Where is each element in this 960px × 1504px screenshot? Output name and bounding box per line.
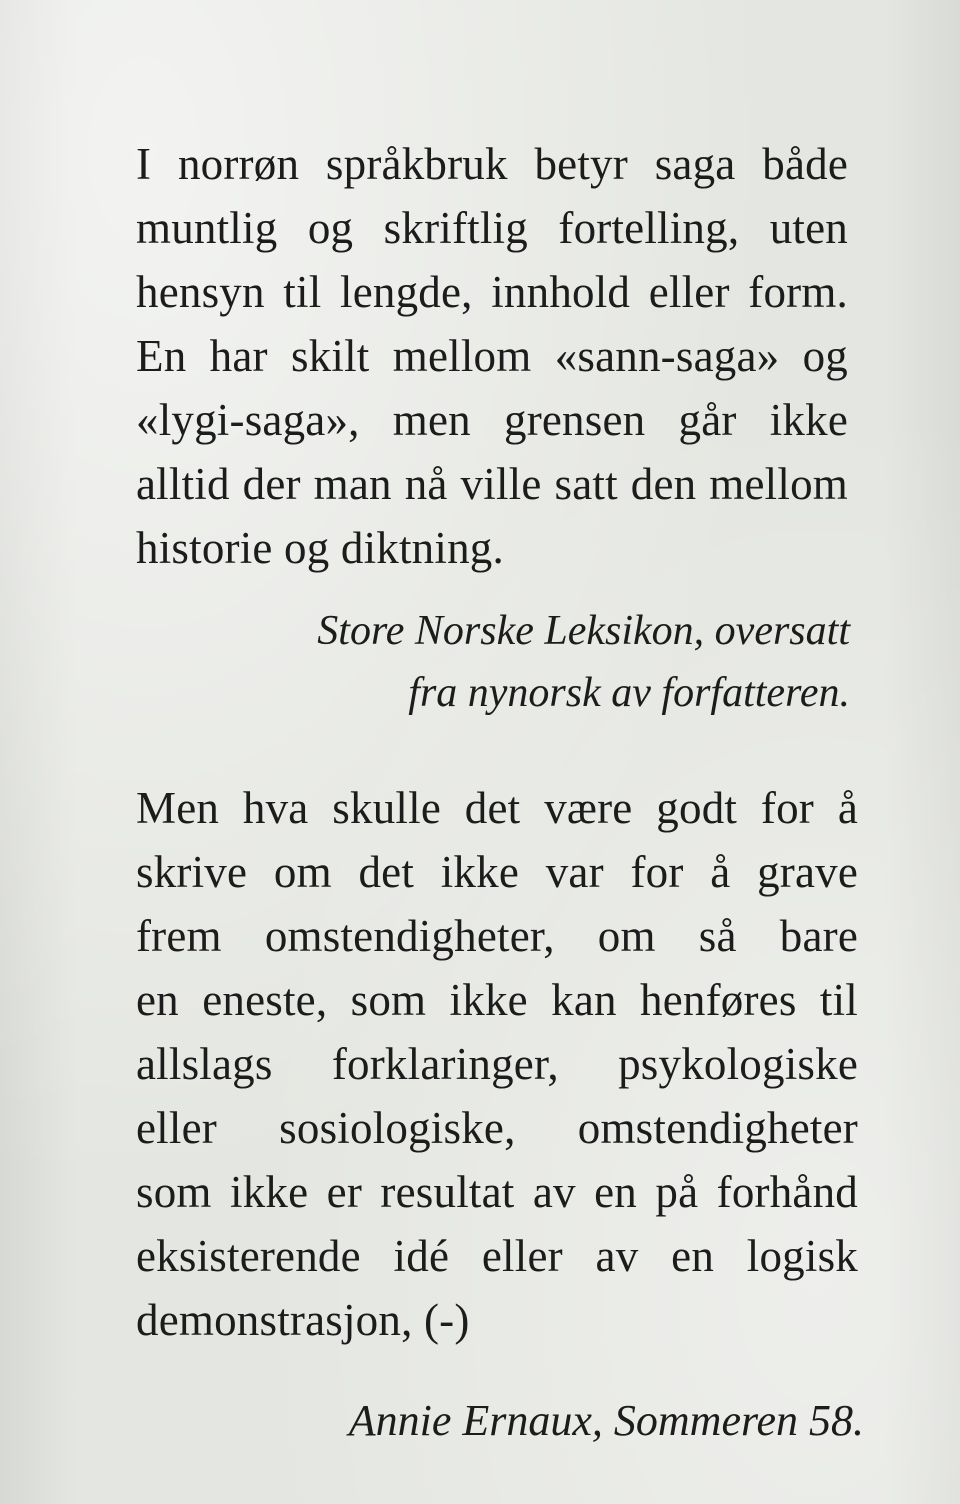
text-line: Men hva skulle det være godt for å (136, 783, 858, 833)
text-line: historie og diktning. (136, 523, 504, 573)
text-line: frem omstendigheter, om så bare (136, 911, 858, 961)
text-line: muntlig og skriftlig fortelling, uten (136, 203, 848, 253)
attribution-line: Store Norske Leksikon, oversatt (317, 608, 850, 654)
attribution-line: Annie Ernaux, Sommeren 58. (348, 1396, 864, 1445)
attribution-line: fra nynorsk av forfatteren. (408, 670, 850, 716)
text-line: skrive om det ikke var for å grave (136, 847, 858, 897)
text-line: en eneste, som ikke kan henføres til (136, 975, 858, 1025)
text-line: eller sosiologiske, omstendigheter (136, 1103, 858, 1153)
text-line: som ikke er resultat av en på forhånd (136, 1167, 858, 1217)
epigraph-attribution-2 (349, 1390, 864, 1452)
epigraph-paragraph-1 (136, 132, 848, 580)
text-line: allslags forklaringer, psykologiske (136, 1039, 858, 1089)
text-line: «lygi-saga», men grensen går ikke (136, 395, 848, 445)
epigraph-attribution-1 (317, 600, 850, 724)
text-line: alltid der man nå ville satt den mellom (136, 459, 848, 509)
text-line: hensyn til lengde, innhold eller form. (136, 267, 848, 317)
epigraph-paragraph-2 (136, 776, 858, 1352)
text-line: demonstrasjon, (-) (136, 1295, 470, 1345)
text-line: eksisterende idé eller av en logisk (136, 1231, 858, 1281)
text-line: I norrøn språkbruk betyr saga både (136, 139, 848, 189)
text-line: En har skilt mellom «sann-saga» og (136, 331, 848, 381)
